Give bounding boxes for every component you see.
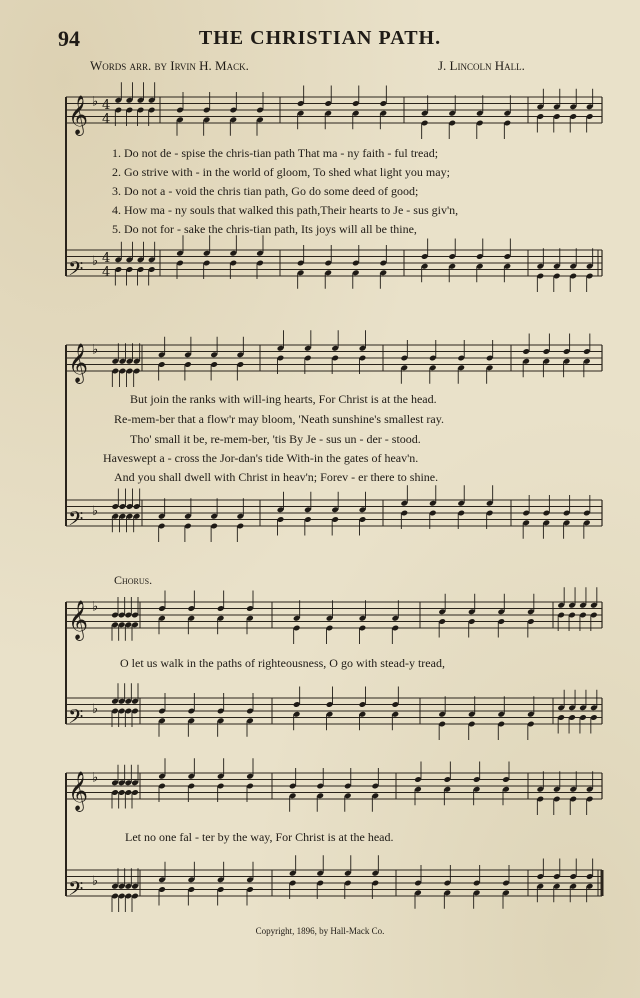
chorus-lyric-line-2: Let no one fal - ter by the way, For Christ is at the head. bbox=[125, 830, 394, 844]
flat-sign-icon: ♭ bbox=[92, 874, 99, 889]
verse-4-line-2: Haveswept a - cross the Jor-dan's tide With-in the gates of heav'n. bbox=[103, 451, 419, 465]
treble-clef-icon: 𝄞 bbox=[68, 600, 89, 640]
treble-clef-icon: 𝄞 bbox=[68, 771, 89, 811]
verse-1-line-2: But join the ranks with will-ing hearts, For Christ is at the head. bbox=[130, 392, 437, 406]
verse-1-line-1: 1. Do not de - spise the chris-tian path That ma - ny faith - ful tread; bbox=[112, 146, 439, 160]
chorus-lyric-line-1: O let us walk in the paths of righteousness, O go with stead-y tread, bbox=[120, 656, 445, 670]
flat-sign-icon: ♭ bbox=[92, 599, 99, 615]
treble-clef-icon: 𝄞 bbox=[68, 343, 89, 383]
verse-3-line-1: 3. Do not a - void the chris tian path, Go do some deed of good; bbox=[112, 184, 419, 198]
page-number: 94 bbox=[58, 26, 80, 51]
time-signature-top: 4 bbox=[102, 98, 111, 113]
time-signature-bottom: 4 bbox=[102, 112, 111, 127]
verse-2-line-1: 2. Go strive with - in the world of gloom, To shed what light you may; bbox=[112, 165, 450, 179]
verse-5-line-1: 5. Do not for - sake the chris-tian path, Its joys will all be thine, bbox=[112, 222, 417, 236]
hymn-title: THE CHRISTIAN PATH. bbox=[198, 27, 442, 49]
music-credit: J. Lincoln Hall. bbox=[438, 58, 525, 73]
flat-sign-icon: ♭ bbox=[92, 770, 99, 786]
bass-clef-icon: 𝄢 bbox=[68, 877, 84, 905]
flat-sign-icon: ♭ bbox=[92, 504, 99, 519]
verse-5-line-2: And you shall dwell with Christ in heav'n; Forev - er there to shine. bbox=[114, 470, 439, 484]
chorus-label: Chorus. bbox=[114, 573, 153, 587]
treble-clef-icon: 𝄞 bbox=[68, 95, 89, 135]
words-credit: Words arr. by Irvin H. Mack. bbox=[90, 58, 249, 73]
flat-sign-icon: ♭ bbox=[92, 94, 99, 110]
bass-clef-icon: 𝄢 bbox=[68, 507, 84, 535]
verse-3-line-2: Tho' small it be, re-mem-ber, 'tis By Je - sus un - der - stood. bbox=[130, 432, 421, 446]
time-signature-top: 4 bbox=[102, 251, 111, 266]
flat-sign-icon: ♭ bbox=[92, 254, 99, 269]
time-signature-bottom: 4 bbox=[102, 265, 111, 280]
flat-sign-icon: ♭ bbox=[92, 702, 99, 717]
flat-sign-icon: ♭ bbox=[92, 342, 99, 358]
bass-clef-icon: 𝄢 bbox=[68, 705, 84, 733]
verse-2-line-2: Re-mem-ber that a flow'r may bloom, 'Neath sunshine's smallest ray. bbox=[114, 412, 444, 426]
copyright-notice: Copyright, 1896, by Hall-Mack Co. bbox=[255, 926, 385, 936]
verse-4-line-1: 4. How ma - ny souls that walked this path,Their hearts to Je - sus giv'n, bbox=[112, 203, 459, 217]
bass-clef-icon: 𝄢 bbox=[68, 257, 84, 285]
